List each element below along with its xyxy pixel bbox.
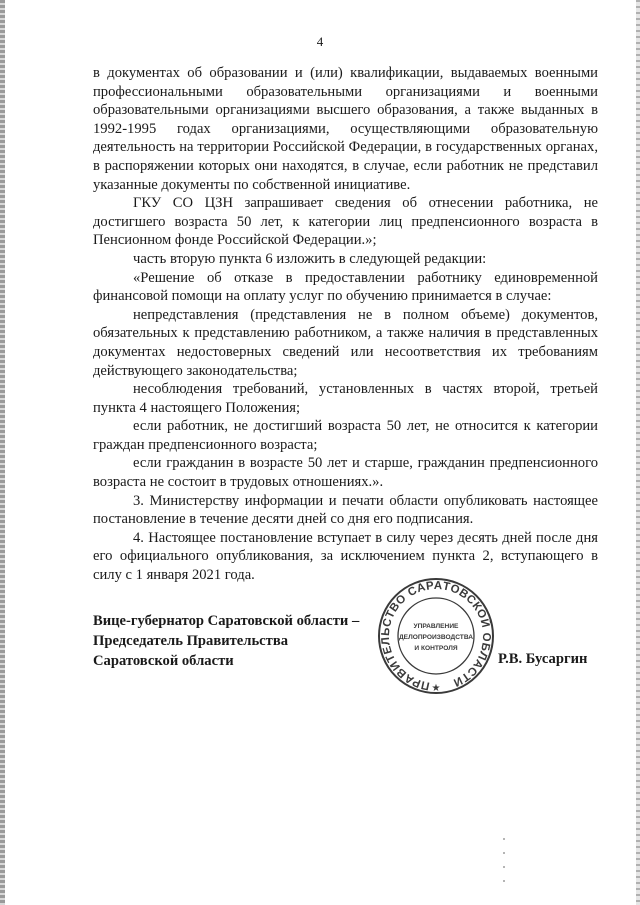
stamp-inner-line-2: ДЕЛОПРОИЗВОДСТВА xyxy=(398,634,474,641)
paragraph-10: 4. Настоящее постановление вступает в силу через десять дней после дня его официального опубликования, за исключением пункта 2, вступающего в силу с 1 января 2021 года. xyxy=(93,529,598,584)
paragraph-4: «Решение об отказе в предоставлении работнику единовременной финансовой помощи на оплату услуг по обучению принимается в случае: xyxy=(93,269,598,305)
official-stamp xyxy=(376,576,496,696)
stamp-inner-line-3: И КОНТРОЛЯ xyxy=(414,645,458,652)
scan-speck xyxy=(503,866,505,868)
paragraph-5: непредставления (представления не в полном объеме) документов, обязательных к представлению работником, а также наличия в представленных документах недостоверных сведений или несоответствия их требованиям действующего законодательства; xyxy=(93,306,598,379)
signature-position-line-2: Председатель Правительства xyxy=(93,633,289,649)
paragraph-3: часть вторую пункта 6 изложить в следующей редакции: xyxy=(133,250,487,267)
scan-speck xyxy=(503,852,505,854)
signature-position-line-3: Саратовской области xyxy=(93,653,234,669)
page-number: 4 xyxy=(316,34,324,49)
scan-right-edge xyxy=(636,0,640,905)
stamp-star-icon: ★ xyxy=(431,683,441,694)
signature-position xyxy=(93,611,359,671)
paragraph-9: 3. Министерству информации и печати области опубликовать настоящее постановление в течение десяти дней со дня его подписания. xyxy=(93,492,598,528)
paragraph-6: несоблюдения требований, установленных в частях второй, третьей пункта 4 настоящего Положения; xyxy=(93,381,598,416)
scan-speck xyxy=(503,838,505,840)
scan-left-edge xyxy=(0,0,5,905)
paragraph-1: в документах об образовании и (или) квалификации, выдаваемых военными профессиональными образовательными организациями и военными образовательными организациями высшего образования, а также выданных в 1992-1995 годах организациями, осуществляющими образовательную деятельность на территории Российской Федерации, в государственных органах, в распоряжении которых они находятся, в случае, если работник не представил указанные документы по собственной инициативе. xyxy=(93,65,598,193)
scan-speck xyxy=(503,880,505,882)
stamp-outer-text: ПРАВИТЕЛЬСТВО САРАТОВСКОЙ ОБЛАСТИ xyxy=(379,579,493,692)
document-body xyxy=(93,64,598,585)
paragraph-7: если работник, не достигший возраста 50 лет, не относится к категории граждан предпенсионного возраста; xyxy=(93,418,598,453)
signature-position-line-1: Вице-губернатор Саратовской области – xyxy=(93,613,360,629)
signer-name: Р.В. Бусаргин xyxy=(498,651,588,667)
stamp-inner-line-1: УПРАВЛЕНИЕ xyxy=(413,623,459,630)
paragraph-8: если гражданин в возрасте 50 лет и старше, гражданин предпенсионного возраста не состоит в трудовых отношениях.». xyxy=(93,455,598,491)
paragraph-2: ГКУ СО ЦЗН запрашивает сведения об отнесении работника, не достигшего возраста 50 лет, к категории лиц предпенсионного возраста в Пенсионном фонде Российской Федерации.»; xyxy=(93,195,598,249)
